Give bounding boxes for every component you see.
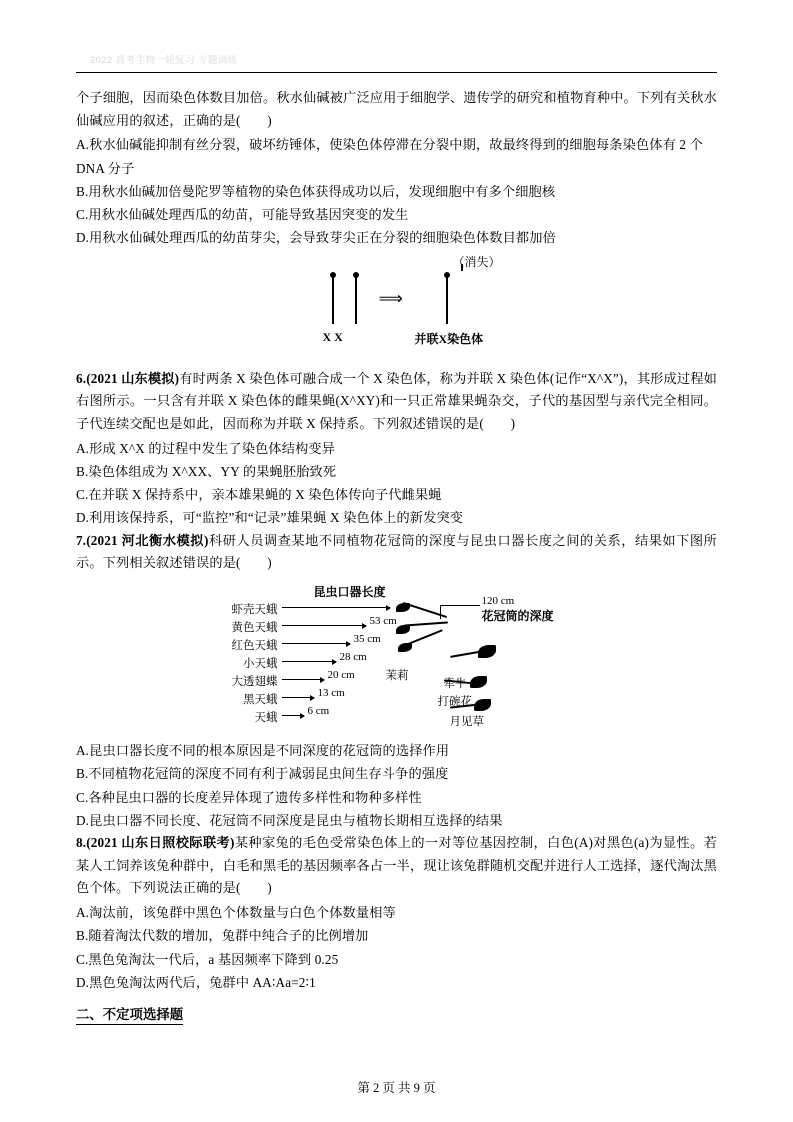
question-7 [76,530,717,575]
arrow-icon: ⟹ [378,288,403,308]
section-title-multi-choice: 二、不定项选择题 [76,1004,183,1025]
value-label-6: 6 cm [307,705,330,718]
question-8-option-a: A.淘汰前，该兔群中黑色个体数量与白色个体数量相等 [76,905,396,921]
bar-5 [282,697,314,698]
intro-option-b: B.用秋水仙碱加倍曼陀罗等植物的染色体获得成功以后，发现细胞中有多个细胞核 [76,183,556,199]
bar-6 [282,715,304,716]
value-label-4: 20 cm [327,669,355,682]
chromosome-rod-left2 [355,276,357,324]
question-8 [76,832,717,900]
value-label-3: 28 cm [339,651,367,664]
label-parallel-x: 并联X染色体 [414,331,484,346]
question-7-stem: 科研人员调查某地不同植物花冠筒的深度与昆虫口器长度之间的关系，结果如下图所示。下列相关叙述错误的是( ) [76,532,717,571]
question-8-option-d: D.黑色兔淘汰两代后，兔群中 AA∶Aa=2∶1 [76,974,316,990]
intro-paragraph: 个子细胞，因而染色体数目加倍。秋水仙碱被广泛应用于细胞学、遗传学的研究和植物育种中。下列有关秋水仙碱应用的叙述，正确的是( ) [76,90,717,128]
bar-4 [282,679,324,680]
question-7-option-c: C.各种昆虫口器的长度差异体现了遗传多样性和物种多样性 [76,789,422,805]
question-6-option-d: D.利用该保持系，可“监控”和“记录”雄果蝇 X 染色体上的新发突变 [76,510,464,526]
question-6-number: 6. [76,370,87,386]
chromosome-rod-left1 [332,276,334,324]
question-6-option-a: A.形成 X^X 的过程中发生了染色体结构变异 [76,440,336,456]
bar-1 [282,625,366,626]
figure-parallel-x-chromosome [76,254,717,358]
plant-silhouette-jasmine [396,599,456,663]
question-8-source: (2021 山东日照校际联考) [86,834,235,850]
category-label-6: 天蛾 [254,712,278,725]
category-label-5: 黑天蛾 [243,694,278,707]
question-6-option-c: C.在并联 X 保持系中，亲本雄果蝇的 X 染色体传向子代雌果蝇 [76,487,442,503]
question-6-option-b: B.染色体组成为 X^XX、YY 的果蝇胚胎致死 [76,463,337,479]
chart-second-title: 花冠筒的深度 [481,609,554,624]
intro-option-a: A.秋水仙碱能抑制有丝分裂，破坏纺锤体，使染色体停滞在分裂中期，故最终得到的细胞每条染色体有 2 个 DNA 分子 [76,137,703,176]
category-label-0: 虾壳天蛾 [231,604,278,617]
bar-2 [282,643,350,644]
question-6-source: (2021 山东模拟) [86,370,180,386]
header-ghost-text: 2022 高考生物一轮复习 专题训练 [90,55,238,66]
label-two-x: X X [322,329,343,344]
bar-3 [282,661,336,662]
page-footer: 第 2 页 共 9 页 [357,1081,436,1095]
chromosome-rod-fused [446,276,448,324]
value-label-5: 13 cm [317,687,345,700]
plant-label-2: 打碗花 [437,696,472,709]
question-8-number: 8. [76,834,87,850]
category-label-2: 红色天蛾 [231,640,278,653]
page-header-rule [76,52,717,73]
question-6 [76,368,717,436]
label-disappear: （消失） [452,254,501,269]
question-7-number: 7. [76,532,87,548]
question-7-option-b: B.不同植物花冠筒的深度不同有利于减弱昆虫间生存斗争的强度 [76,766,449,782]
intro-option-c: C.用秋水仙碱处理西瓜的幼苗，可能导致基因突变的发生 [76,207,409,223]
chart-title: 昆虫口器长度 [313,585,386,600]
leader-line-depth [440,605,480,606]
question-7-source: (2021 河北衡水模拟) [86,532,209,548]
value-label-2: 35 cm [353,633,381,646]
leader-vline-depth [440,605,441,619]
category-label-1: 黄色天蛾 [231,622,278,635]
question-7-option-a: A.昆虫口器长度不同的根本原因是不同深度的花冠筒的选择作用 [76,743,450,759]
value-label-0: 120 cm [481,595,515,608]
plant-label-0: 茉莉 [385,670,409,683]
question-8-option-b: B.随着淘汰代数的增加，兔群中纯合子的比例增加 [76,928,369,944]
category-label-4: 大透翅蝶 [231,676,278,689]
figure-proboscis-chart [76,583,717,733]
plant-label-1: 牵牛 [443,678,467,691]
category-label-3: 小天蛾 [243,658,278,671]
value-label-1: 53 cm [369,615,397,628]
question-6-stem: 有时两条 X 染色体可融合成一个 X 染色体，称为并联 X 染色体(记作“X^X”)，其形成过程如右图所示。一只含有并联 X 染色体的雌果蝇(X^XY)和一只正常雄果蝇杂交，子代的基因型与亲代完全相同。子代连续交配也是如此，因而称为并联 X 保持系。下列叙述错误的是( ) [76,370,717,431]
intro-option-d: D.用秋水仙碱处理西瓜的幼苗芽尖，会导致芽尖正在分裂的细胞染色体数目都加倍 [76,230,556,246]
question-8-option-c: C.黑色兔淘汰一代后，a 基因频率下降到 0.25 [76,951,339,967]
plant-label-3: 月见草 [449,716,484,729]
bar-0 [282,607,390,608]
question-8-stem: 某种家兔的毛色受常染色体上的一对等位基因控制，白色(A)对黑色(a)为显性。若某人工饲养该兔种群中，白毛和黑毛的基因频率各占一半，现让该兔群随机交配并进行人工选择，逐代淘汰黑色个体。下列说法正确的是( ) [76,834,717,896]
question-7-option-d: D.昆虫口器不同长度、花冠筒不同深度是昆虫与植物长期相互选择的结果 [76,812,503,828]
